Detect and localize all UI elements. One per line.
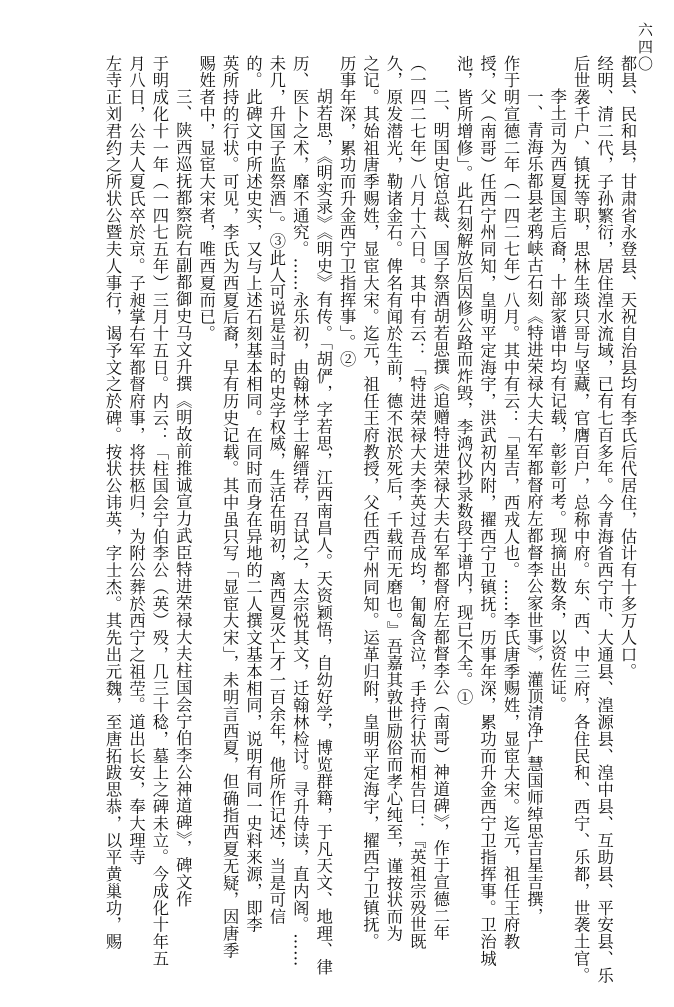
text-column: （一四二七年）八月十六日。其中有云：「特进荣禄大夫李英过吾成均，匍匐含泣，手持行状而相告曰：『英祖宗殁世既: [407, 55, 427, 951]
page-number: 六四〇: [636, 22, 654, 73]
text-column: 授，父（南哥）任西宁州同知，皇明平定海宇，洪武初内附，擢西宁卫镇抚。历事年深，累功而升金西宁卫指挥事。卫治城: [477, 55, 497, 968]
text-column: 二、明国史馆总裁、国子祭酒胡若思撰《追赠特进荣禄大夫右军都督府左都督李公（南哥）神道碑》，作于宣德二年: [430, 87, 450, 941]
text-column: 于明成化十一年（一四七五年）三月十五日。内云：「柱国会宁伯李公（英）殁，几三十稔，墓上之碑未立。今成化十年五: [149, 55, 169, 968]
text-column: 英所持的行状。可见，李氏为西夏后裔，早有历史记载。其中虽只写「显宦大宋」，未明言西夏，但确指西夏无疑，因唐季: [220, 55, 240, 959]
text-column: 月八日，公夫人夏氏卒於京。子昶掌右军都督府事，将扶柩归，为附公葬於西宁之祖茔。道出长安，奉大理寺: [126, 55, 146, 866]
text-column: 历事年深，累功而升金西宁卫指挥事」。②: [337, 55, 357, 368]
text-column: 经明、清二代，子孙繁衍，居住湟水流域，已有七百多年。今青海省西宁市、大通县、湟源县、湟中县、互助县、平安县、乐: [594, 55, 614, 984]
text-column: 的。此碑文中所述史实，又与上述石刻基本相同。在同时而身在异地的二人撰文基本相同，说明有同一史料来源，即李: [243, 55, 263, 934]
text-column: 一、青海乐都县老鸦峡古石刻《特进荣禄大夫右军都督府左都督李公家世事》，灌顶清净广慧国师绰思吉星吉撰，: [524, 87, 544, 924]
vertical-text-body: [101, 55, 639, 985]
text-column: 作于明宣德二年（一四二七年）八月。其中有云：「星吉，西戎人也。……李氏唐季赐姓，显宦大宋。迄元，祖任王府教: [500, 55, 520, 951]
text-column: 李土司为西夏国主后裔，十部家谱中均有记载，彰彰可考。现摘出数条，以资佐证。: [547, 87, 567, 713]
text-column: 左寺正刘君约之所状公暨夫人事行，谒予文之於碑。按状公讳英，字士杰。其先出元魏，至唐拓跋思恭，以平黄巢功，赐: [103, 55, 123, 951]
text-column: 池，皆所增修」。此石刻解放后因修公路而炸毁，李鸿仪抄录数段于谱内，现已不全。①: [454, 55, 474, 706]
text-column: 三、陕西巡抚都察院右副都御史马文升撰《明故前推诚宣力武臣特进荣禄大夫柱国会宁伯李公神道碑》，碑文作: [173, 87, 193, 908]
text-column: 久，原发潜光，勒诸金石。俾名有闻於生前，德不泯於死后，千载而无磨也。』吾嘉其敦世励俗而孝心纯至，谨按状而为: [383, 55, 403, 943]
text-column: 历、医卜之术，靡不通究。……永乐初，由翰林学士解缙荐，召试之，太宗悦其文，迁翰林检讨。寻升侍读，直内阁。……: [290, 55, 310, 968]
text-column: 都县、民和县，甘肃省永登县、天祝自治县均有李氏后代居住，估计有十多万人口。: [618, 55, 637, 680]
text-column: 胡若思，《明实录》《明史》有传。「胡俨，字若思，江西南昌人。天资颖悟，自幼好学，博览群籍，于凡天文、地理、律: [313, 87, 333, 976]
text-column: 后世袭千户、镇抚等职，思林生琰只哥与坚藏，官膺百户，总称中府。东、西、中三府，各住民和、西宁、乐都，世袭土官。: [571, 55, 591, 984]
text-column: 未几，升国子监祭酒」。③此人可说是当时的史学权威，生活在明初，离西夏灭亡才一百余年，他所作记述，当是可信: [266, 55, 286, 926]
text-column: 之记。其始祖唐季赐姓，显宦大宋。迄元，祖任王府教授，父任西宁州同知。运革归附，皇明平定海宇，擢西宁卫镇抚。: [360, 55, 380, 951]
text-column: 赐姓者中，显宦大宋者，唯西夏而已。: [196, 55, 216, 343]
